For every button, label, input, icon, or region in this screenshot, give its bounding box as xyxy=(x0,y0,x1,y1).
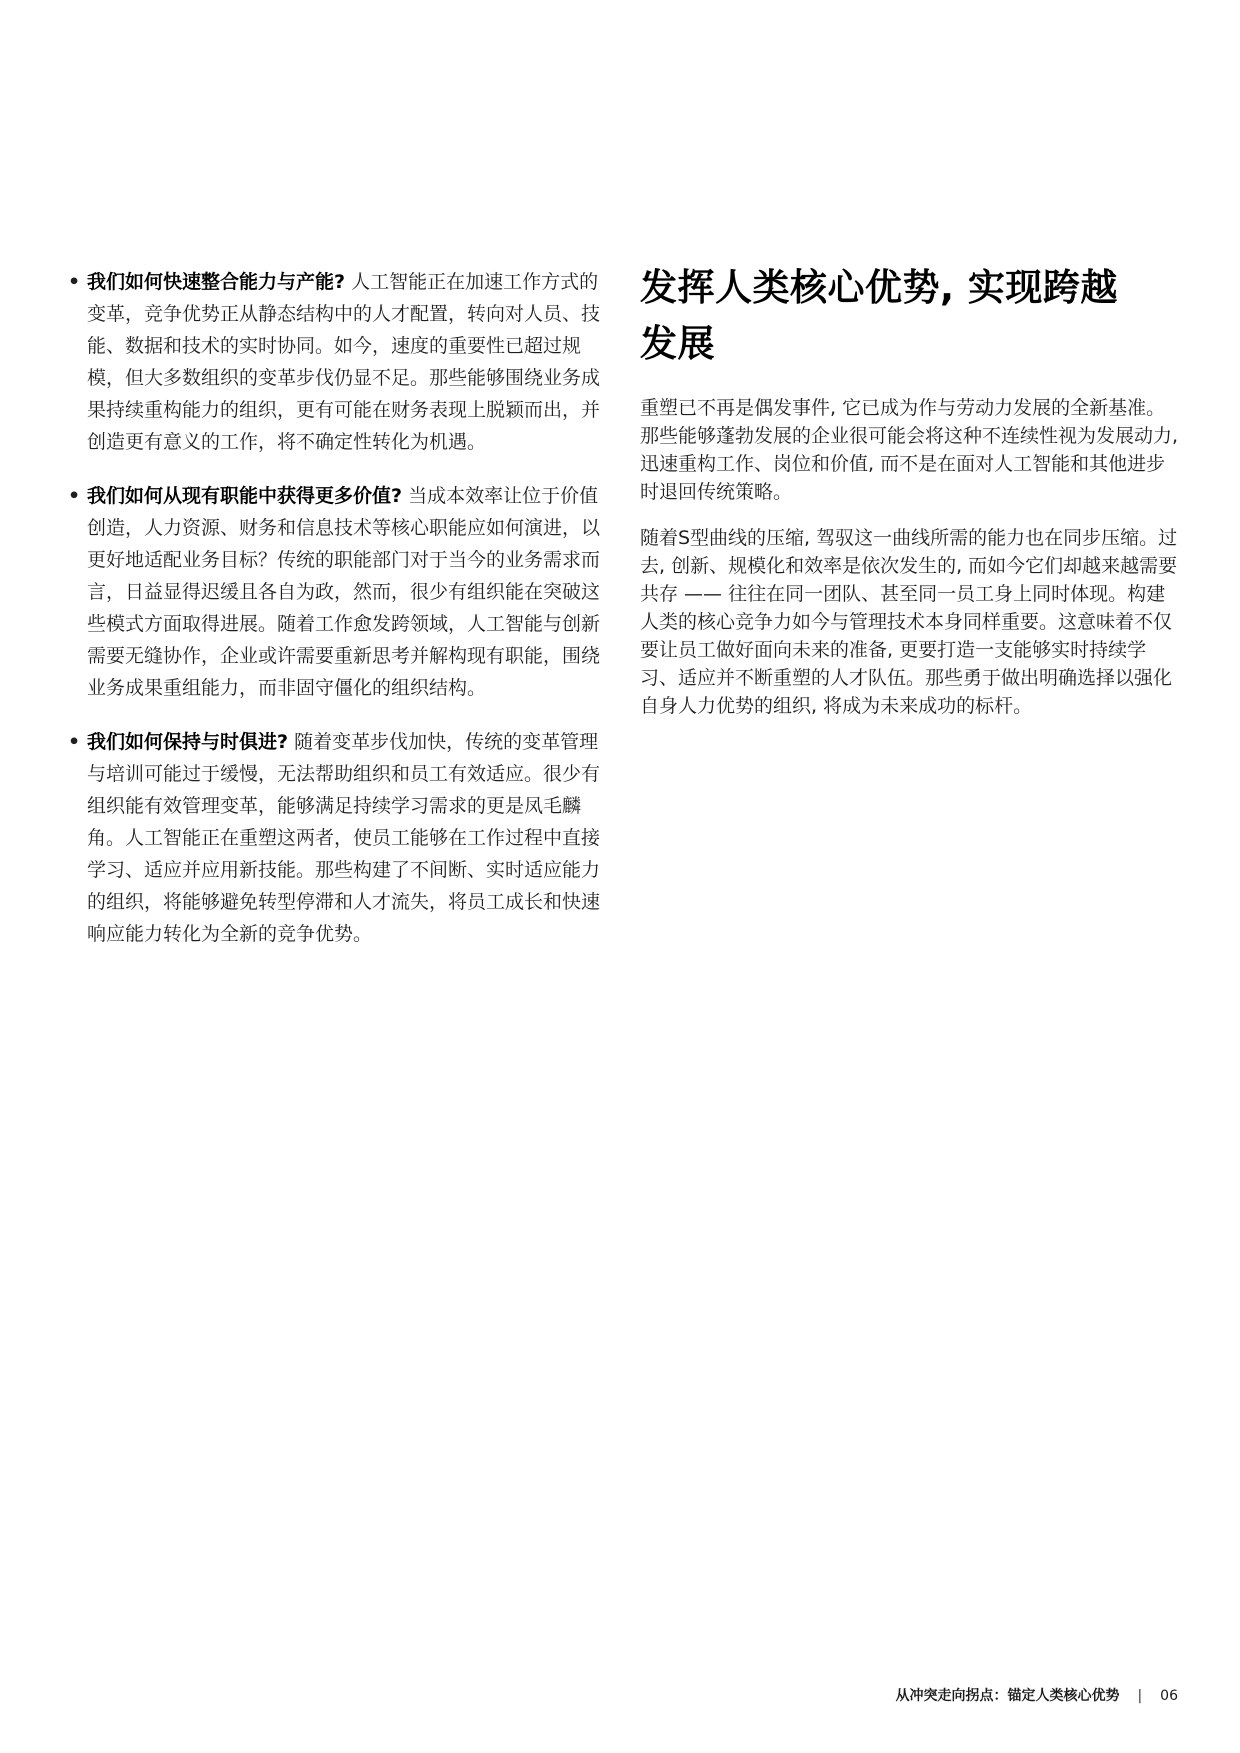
bullet-dot-icon: • xyxy=(68,485,81,507)
question-item-integrate-capability xyxy=(68,266,613,458)
question-item-functional-value xyxy=(68,480,613,704)
page-footer xyxy=(895,1686,1178,1706)
question-body: 当成本效率让位于价值创造，人力资源、财务和信息技术等核心职能应如何演进，以更好地适配业务目标？传统的职能部门对于当今的业务需求而言，日益显得迟缓且各自为政，然而，很少有组织能在突破这些模式方面取得进展。随着工作愈发跨领域，人工智能与创新需要无缝协作，企业或许需要重新思考并解构现有职能，围绕业务成果重组能力，而非固守僵化的组织结构。 xyxy=(87,485,601,699)
body-paragraph-2: 随着S型曲线的压缩, 驾驭这一曲线所需的能力也在同步压缩。过去, 创新、规模化和效率是依次发生的, 而如今它们却越来越需要共存 —— 往往在同一团队、甚至同一员工身上同时体现。构建人类的核心竞争力如今与管理技术本身同样重要。这意味着不仅要让员工做好面向未来的准备, 更要打造一支能够实时持续学习、适应并不断重塑的人才队伍。那些勇于做出明确选择以强化自身人力优势的组织, 将成为未来成功的标杆。 xyxy=(640,527,1178,717)
section-heading xyxy=(640,260,1180,372)
body-paragraph-1: 重塑已不再是偶发事件, 它已成为作与劳动力发展的全新基准。那些能够蓬勃发展的企业很可能会将这种不连续性视为发展动力, 迅速重构工作、岗位和价值, 而不是在面对人工智能和其他进步时退回传统策略。 xyxy=(640,397,1179,503)
question-lead: 我们如何快速整合能力与产能? xyxy=(87,271,346,293)
footer-title: 从冲突走向拐点：锚定人类核心优势 xyxy=(895,1688,1120,1704)
question-lead: 我们如何从现有职能中获得更多价值? xyxy=(87,485,403,507)
question-lead: 我们如何保持与时俱进? xyxy=(87,731,289,753)
question-body: 随着变革步伐加快，传统的变革管理与培训可能过于缓慢，无法帮助组织和员工有效适应。很少有组织能有效管理变革，能够满足持续学习需求的更是凤毛麟角。人工智能正在重塑这两者，使员工能够在工作过程中直接学习、适应并应用新技能。那些构建了不间断、实时适应能力的组织，将能够避免转型停滞和人才流失，将员工成长和快速响应能力转化为全新的竞争优势。 xyxy=(87,731,601,945)
question-item-keep-pace xyxy=(68,726,613,950)
bullet-dot-icon: • xyxy=(68,731,81,753)
question-body: 人工智能正在加速工作方式的变革，竞争优势正从静态结构中的人才配置，转向对人员、技能、数据和技术的实时协同。如今，速度的重要性已超过规模，但大多数组织的变革步伐仍显不足。那些能够围绕业务成果持续重构能力的组织，更有可能在财务表现上脱颖而出，并创造更有意义的工作，将不确定性转化为机遇。 xyxy=(87,271,601,453)
footer-separator: | xyxy=(1137,1688,1143,1704)
right-column xyxy=(640,260,1180,738)
question-list xyxy=(68,266,613,950)
section-heading-line-1: 发挥人类核心优势, 实现跨越 xyxy=(640,266,1118,309)
section-heading-line-2: 发展 xyxy=(640,322,715,365)
bullet-dot-icon: • xyxy=(68,271,81,293)
page-number: 06 xyxy=(1160,1688,1178,1704)
left-column xyxy=(68,266,613,972)
